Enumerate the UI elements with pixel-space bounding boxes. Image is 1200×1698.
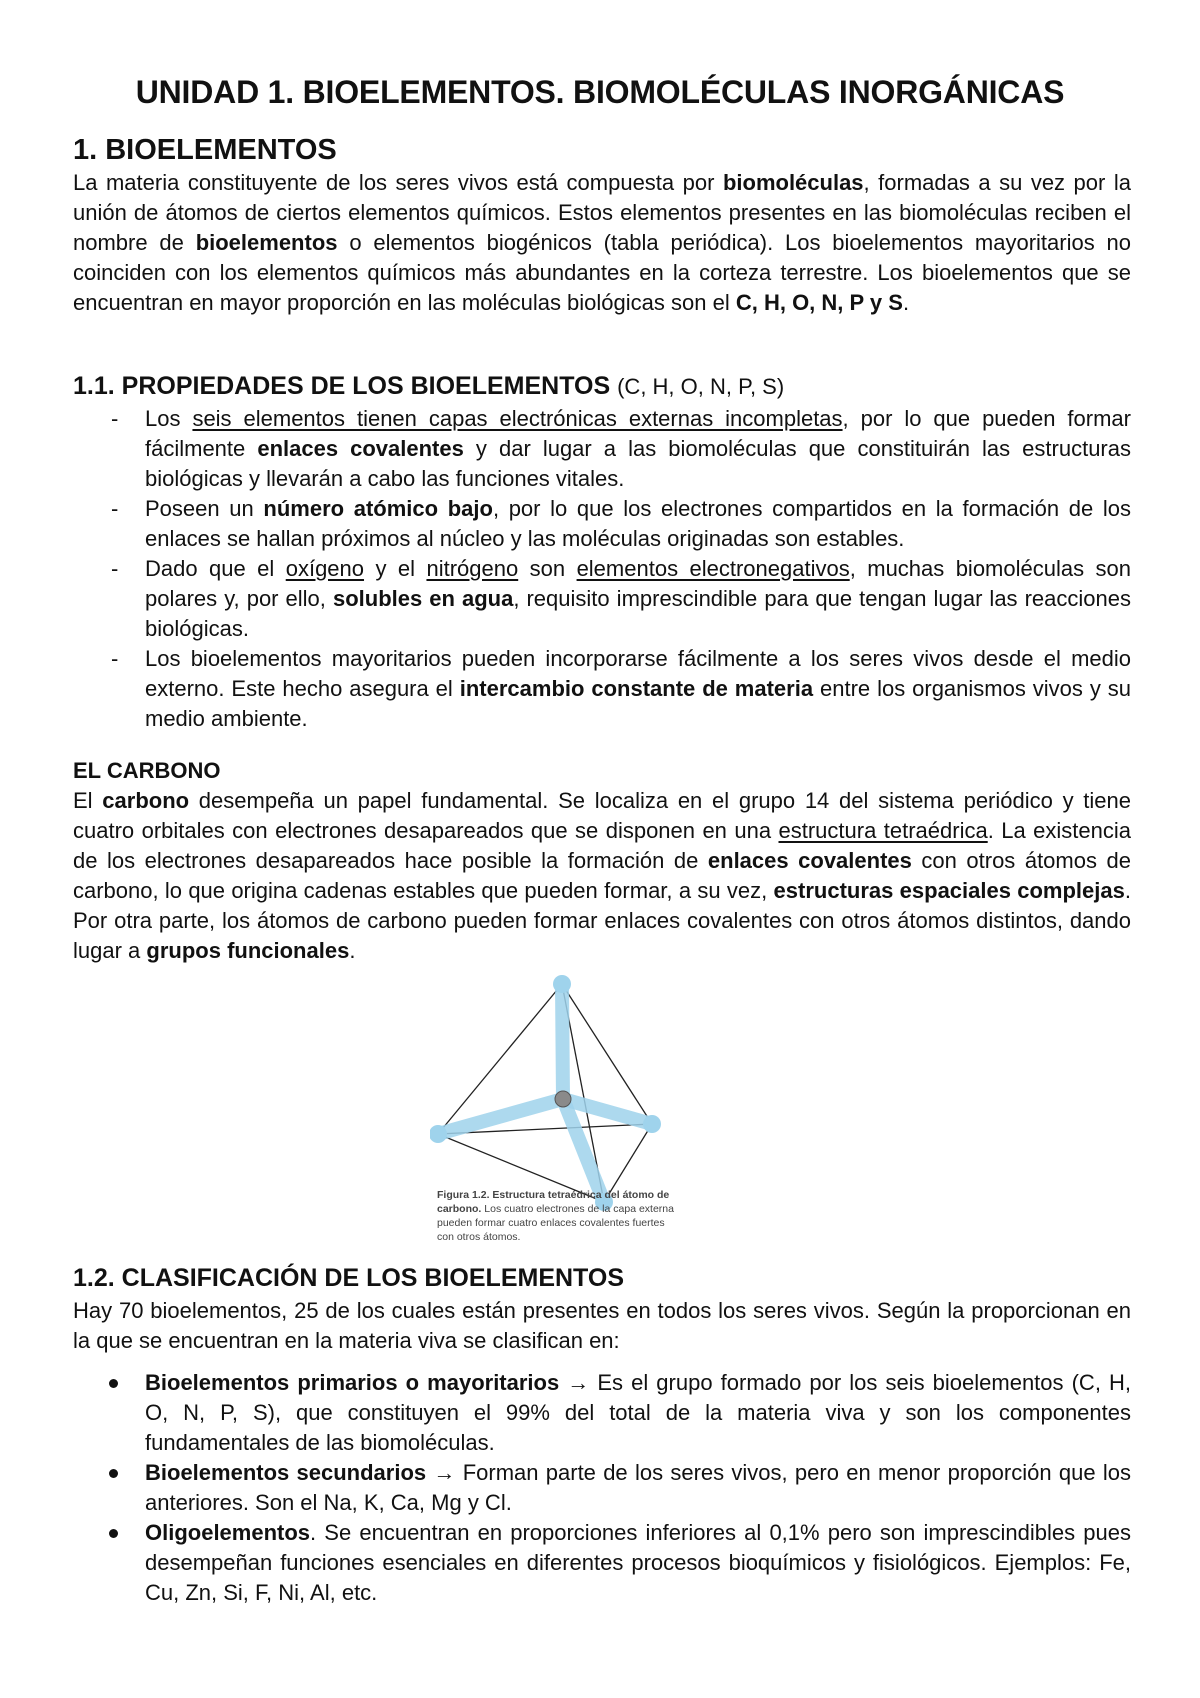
caption-bold: Figura 1.2. Estructura tetraédrica del átomo de carbono. (437, 1189, 670, 1215)
bullet-marker (109, 1379, 118, 1388)
text-run: y dar lugar a las biomoléculas que constituirán las estructuras biológicas y llevarán a cabo las funciones vitales. (145, 436, 1131, 491)
underlined-text: nitrógeno (426, 556, 519, 581)
text-run: son (529, 556, 566, 581)
underlined-text: elementos electronegativos (576, 556, 850, 581)
underlined-text: oxígeno (285, 556, 365, 581)
list-item (73, 1518, 1131, 1608)
bullet-marker (109, 1469, 118, 1478)
caption-text: Los cuatro electrones de la capa externa pueden formar cuatro enlaces covalentes fuertes con otros átomos. (437, 1203, 674, 1243)
list-item (73, 1368, 1131, 1458)
bold-term: enlaces covalentes (707, 848, 912, 873)
text-run: . Se encuentran en proporciones inferiores al 0,1% pero son imprescindibles pues desempeñan funciones esenciales en diferentes procesos bioquímicos y fisiológicos. Ejemplos: Fe, Cu, Zn, Si, F, Ni, Al, etc. (145, 1520, 1131, 1605)
text-run: , formadas a su vez por la unión de átomos de ciertos elementos químicos. Estos elementos presentes en las biomoléculas reciben el nombre de (73, 170, 1131, 255)
list-item (73, 644, 1131, 734)
bold-term: carbono (102, 788, 190, 813)
underlined-text: seis elementos tienen capas electrónicas externas incompletas (192, 406, 843, 431)
bold-term: intercambio constante de materia (459, 676, 814, 701)
text-run: , muchas biomoléculas son polares y, por ello, (145, 556, 1131, 611)
bold-term: grupos funcionales (146, 938, 350, 963)
properties-list (73, 404, 1131, 734)
covalent-bonds (430, 975, 661, 1211)
bold-term: Oligoelementos (145, 1520, 311, 1545)
list-item (73, 1458, 1131, 1518)
section-1-paragraph (73, 168, 1131, 318)
text-run: La materia constituyente de los seres vivos está compuesta por (73, 170, 715, 195)
heading-elements: (C, H, O, N, P, S) (617, 374, 785, 399)
text-run: Forman parte de los seres vivos, pero en menor proporción que los anteriores. Son el Na, K, Ca, Mg y Cl. (145, 1460, 1131, 1515)
tetrahedron-edges (438, 984, 652, 1202)
text-run: entre los organismos vivos y su medio ambiente. (145, 676, 1131, 731)
section-1-2-heading: 1.2. CLASIFICACIÓN DE LOS BIOELEMENTOS (73, 1264, 624, 1292)
section-1-2-intro: Hay 70 bioelementos, 25 de los cuales están presentes en todos los seres vivos. Según la proporcionan en la que se encuentran en la materia viva se clasifican en: (73, 1298, 1131, 1353)
figure-caption (437, 1188, 682, 1244)
bold-term: C, H, O, N, P y S (735, 290, 903, 315)
text-run: , por lo que pueden formar fácilmente (145, 406, 1131, 461)
text-run: Los bioelementos mayoritarios pueden incorporarse fácilmente a los seres vivos desde el medio externo. Este hecho asegura el (145, 646, 1131, 701)
text-run: Poseen un (145, 496, 254, 521)
list-item (73, 404, 1131, 494)
section-1-1-heading (73, 370, 784, 403)
heading-text: 1.1. PROPIEDADES DE LOS BIOELEMENTOS (73, 372, 611, 400)
text-run: El (73, 788, 93, 813)
list-item (73, 494, 1131, 554)
bold-term: Bioelementos secundarios (145, 1460, 427, 1485)
text-run: . (349, 938, 356, 963)
bullet-marker (109, 1529, 118, 1538)
underlined-text: estructura tetraédrica (778, 818, 988, 843)
dash-marker: - (111, 556, 119, 581)
text-run: Los (145, 406, 181, 431)
text-run: , por lo que los electrones compartidos en la formación de los enlaces se hallan próximos al núcleo y las moléculas originadas son estables. (145, 496, 1131, 551)
text-run: Es el grupo formado por los seis bioelementos (C, H, O, N, P, S), que constituyen el 99% del total de la materia viva y son los componentes fundamentales de las biomoléculas. (145, 1370, 1131, 1455)
section-1-heading: 1. BIOELEMENTOS (73, 134, 337, 166)
dash-marker: - (111, 406, 119, 431)
text-run: o elementos biogénicos (tabla periódica). Los bioelementos mayoritarios no coinciden con los elementos químicos más abundantes en la corteza terrestre. Los bioelementos que se encuentran en mayor proporción en las moléculas biológicas son el (73, 230, 1131, 315)
carbon-atom (555, 1091, 571, 1107)
bold-term: solubles en agua (332, 586, 514, 611)
list-item (73, 554, 1131, 644)
text-run: con otros átomos de carbono, lo que origina cadenas estables que pueden formar, a su vez, (73, 848, 1131, 903)
vertex-lobe (553, 975, 571, 993)
bold-term: biomoléculas (722, 170, 864, 195)
bold-term: número atómico bajo (263, 496, 493, 521)
text-run: y el (375, 556, 416, 581)
text-run: , requisito imprescindible para que tengan lugar las reacciones biológicas. (145, 586, 1131, 641)
bold-term: enlaces covalentes (257, 436, 464, 461)
arrow-icon: → (433, 1460, 456, 1485)
bold-term: Bioelementos primarios o mayoritarios (145, 1370, 560, 1395)
vertex-lobe (643, 1115, 661, 1133)
arrow-icon: → (567, 1370, 590, 1395)
bold-term: bioelementos (195, 230, 338, 255)
classification-list (73, 1368, 1131, 1608)
dash-marker: - (111, 496, 119, 521)
document-title: UNIDAD 1. BIOELEMENTOS. BIOMOLÉCULAS INORGÁNICAS (135, 74, 1065, 110)
text-run: Dado que el (145, 556, 275, 581)
bond-orbital (562, 984, 563, 1099)
text-run: . La existencia de los electrones desapareados hace posible la formación de (73, 818, 1131, 873)
text-run: . (902, 290, 910, 315)
dash-marker: - (111, 646, 119, 671)
text-run: desempeña un papel fundamental. Se localiza en el grupo 14 del sistema periódico y tiene cuatro orbitales con electrones desapareados que se disponen en una (73, 788, 1131, 843)
carbono-heading: EL CARBONO (73, 758, 221, 783)
text-run: . Por otra parte, los átomos de carbono pueden formar enlaces covalentes con otros átomos distintos, dando lugar a (73, 878, 1131, 963)
bold-term: estructuras espaciales complejas (773, 878, 1125, 903)
carbono-paragraph (73, 786, 1131, 966)
